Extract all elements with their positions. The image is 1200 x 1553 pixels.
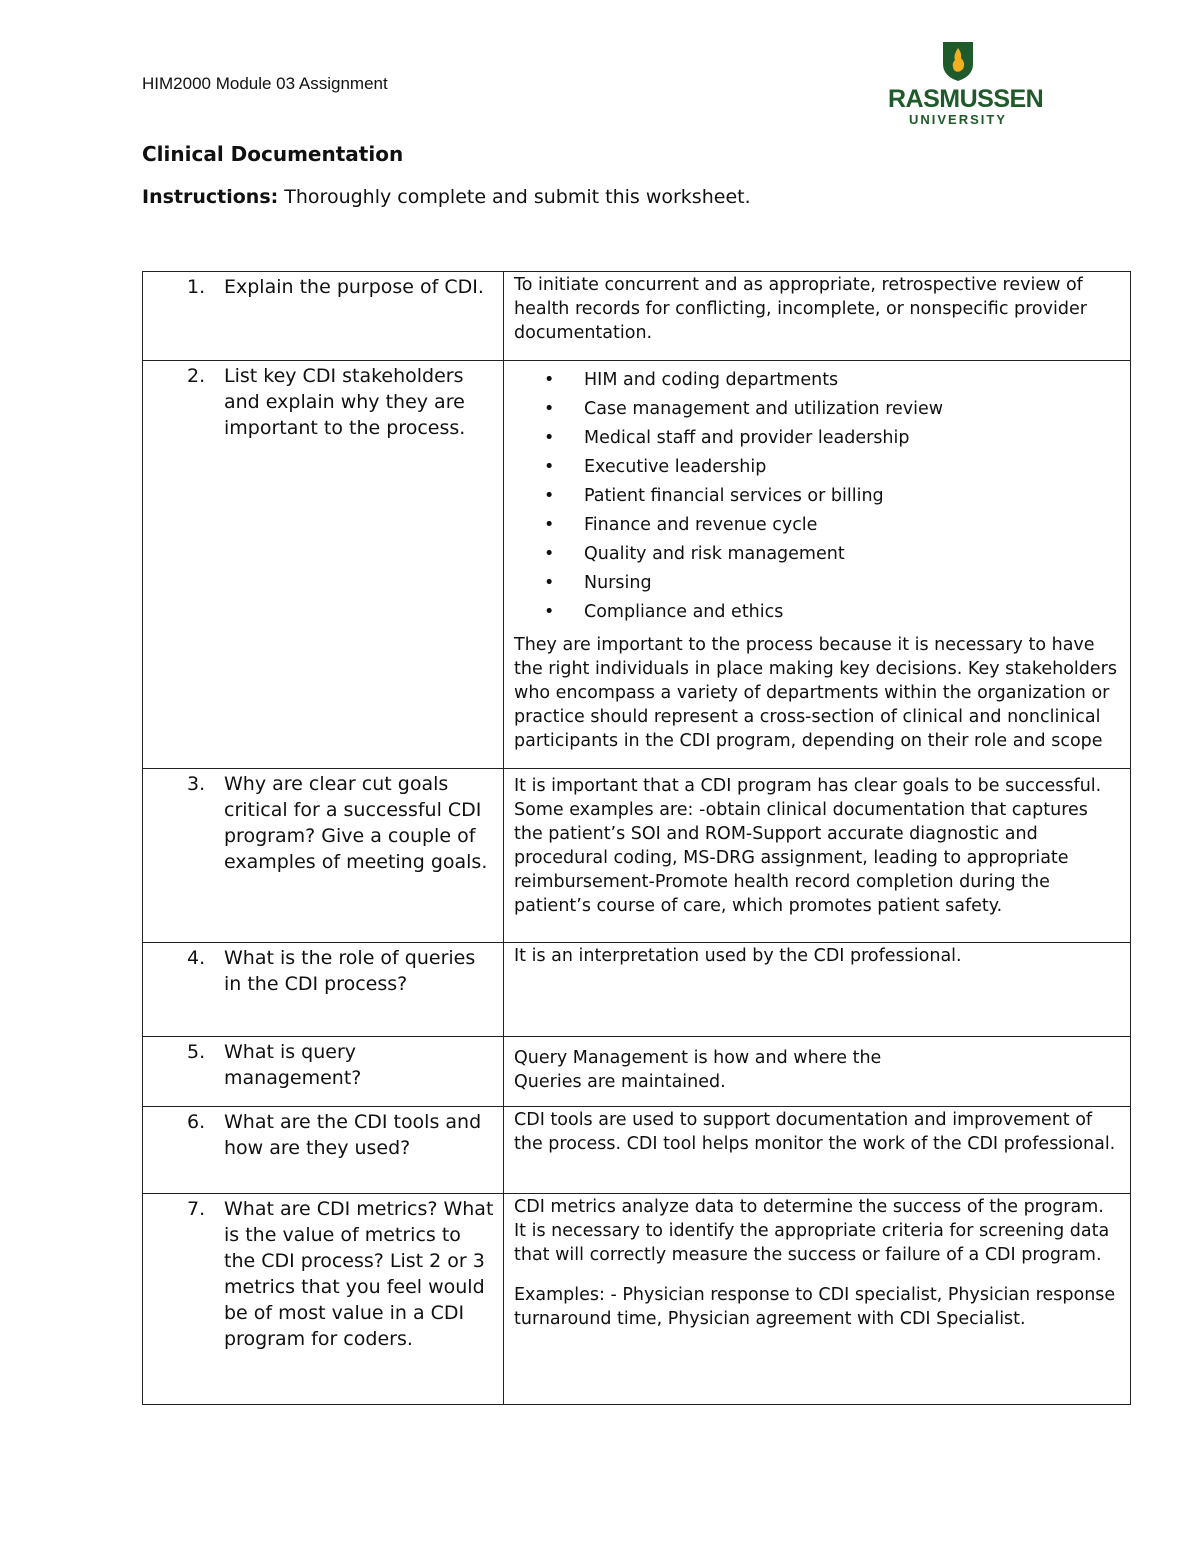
university-logo [888, 40, 1044, 127]
worksheet-table [142, 271, 1131, 1405]
table-row [143, 1107, 1131, 1194]
list-item: • Patient financial services or billing [544, 486, 884, 506]
answer-cell[interactable] [504, 769, 1131, 943]
list-item: • Nursing [544, 573, 652, 593]
answer-cell[interactable] [504, 361, 1131, 769]
question-text: Explain the purpose of CDI. [224, 276, 484, 298]
page-title: Clinical Documentation [142, 142, 404, 166]
question-text: What is the role of queries in the CDI process? [224, 947, 476, 995]
question-text: What is query management? [224, 1041, 362, 1089]
question-text: List key CDI stakeholders and explain why they are important to the process. [224, 365, 466, 439]
answer-text: It is an interpretation used by the CDI professional. [514, 946, 962, 966]
list-item: • Compliance and ethics [544, 602, 784, 622]
question-number: 5. [187, 1041, 206, 1063]
answer-cell[interactable] [504, 272, 1131, 361]
question-text: What are the CDI tools and how are they used? [224, 1111, 482, 1159]
shield-flame-icon [941, 40, 975, 82]
answer-text: It is important that a CDI program has clear goals to be successful. Some examples are: -obtain clinical documentation that captures the patient’s SOI and ROM-Support accurate diagnostic and procedural coding, MS-DRG assignment, leading to appropriate reimbursement-Promote health record completion during the patient’s course of care, which promotes patient safety. [514, 776, 1102, 916]
answer-cell[interactable] [504, 1107, 1131, 1194]
list-item: • HIM and coding departments [544, 370, 839, 390]
answer-text: They are important to the process because it is necessary to have the right individuals in place making key decisions. Key stakeholders who encompass a variety of departments within the organization or practice should represent a cross-section of clinical and nonclinical participants in the CDI program, depending on their role and scope [514, 635, 1117, 751]
stakeholder-list [514, 366, 1120, 627]
question-number: 4. [187, 947, 206, 969]
course-header: HIM2000 Module 03 Assignment [142, 74, 388, 93]
answer-cell[interactable] [504, 1037, 1131, 1107]
table-row [143, 1194, 1131, 1405]
instructions [142, 186, 751, 208]
list-item: • Executive leadership [544, 457, 767, 477]
logo-name: RASMUSSEN [888, 85, 1044, 113]
table-row [143, 361, 1131, 769]
question-text: Why are clear cut goals critical for a successful CDI program? Give a couple of examples of meeting goals. [224, 773, 488, 873]
answer-text: Query Management is how and where the [514, 1048, 882, 1068]
answer-text: To initiate concurrent and as appropriate, retrospective review of health records for conflicting, incomplete, or nonspecific provider documentation. [514, 275, 1087, 343]
question-number: 6. [187, 1111, 206, 1133]
table-row [143, 272, 1131, 361]
table-row [143, 943, 1131, 1037]
answer-text: Queries are maintained. [514, 1072, 726, 1092]
answer-text: Examples: - Physician response to CDI specialist, Physician response turnaround time, Physician agreement with CDI Specialist. [514, 1285, 1116, 1329]
table-row [143, 769, 1131, 943]
answer-text: CDI tools are used to support documentation and improvement of the process. CDI tool helps monitor the work of the CDI professional. [514, 1110, 1116, 1154]
logo-subtitle: UNIVERSITY [908, 112, 1007, 127]
list-item: • Medical staff and provider leadership [544, 428, 910, 448]
instructions-label: Instructions: [142, 186, 279, 208]
question-number: 7. [187, 1198, 206, 1220]
list-item: • Case management and utilization review [544, 399, 944, 419]
list-item: • Quality and risk management [544, 544, 845, 564]
question-number: 3. [187, 773, 206, 795]
question-number: 2. [187, 365, 206, 387]
answer-text: CDI metrics analyze data to determine the success of the program. It is necessary to identify the appropriate criteria for screening data that will correctly measure the success or failure of a CDI program. [514, 1197, 1110, 1265]
instructions-text: Thoroughly complete and submit this worksheet. [278, 186, 751, 208]
table-row [143, 1037, 1131, 1107]
list-item: • Finance and revenue cycle [544, 515, 818, 535]
answer-cell[interactable] [504, 943, 1131, 1037]
question-text: What are CDI metrics? What is the value of metrics to the CDI process? List 2 or 3 metrics that you feel would be of most value in a CDI program for coders. [224, 1198, 494, 1350]
answer-cell[interactable] [504, 1194, 1131, 1405]
question-number: 1. [187, 276, 206, 298]
